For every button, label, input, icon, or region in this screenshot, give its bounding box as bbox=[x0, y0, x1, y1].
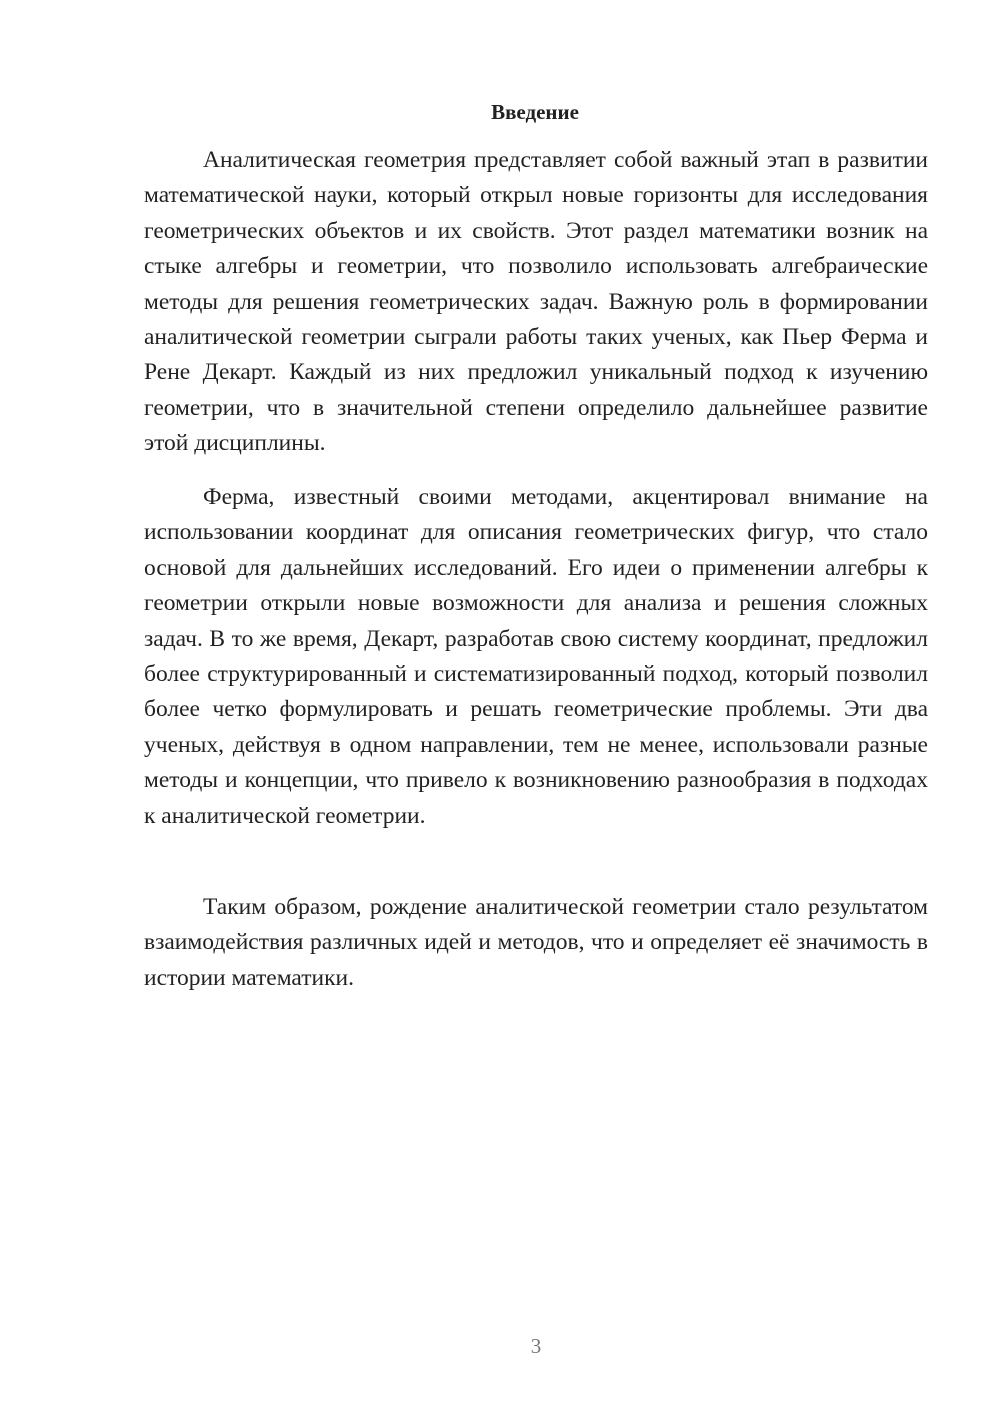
paragraph-intro: Аналитическая геометрия представляет собой важный этап в развитии математической науки, который открыл новые горизонты для исследования геометрических объектов и их свойств. Этот раздел математики возник на стыке алгебры и геометрии, что позволило использовать алгебраические методы для решения геометрических задач. Важную роль в формировании аналитической геометрии сыграли работы таких ученых, как Пьер Ферма и Рене Декарт. Каждый из них предложил уникальный подход к изучению геометрии, что в значительной степени определило дальнейшее развитие этой дисциплины. bbox=[144, 147, 928, 457]
section-title: Введение bbox=[491, 100, 579, 124]
page-number: 3 bbox=[530, 1334, 542, 1358]
paragraph-conclusion: Таким образом, рождение аналитической геометрии стало результатом взаимодействия различных идей и методов, что и определяет её значимость в истории математики. bbox=[144, 894, 928, 991]
paragraph-fermat-descartes: Ферма, известный своими методами, акцентировал внимание на использовании координат для описания геометрических фигур, что стало основой для дальнейших исследований. Его идеи о применении алгебры к геометрии открыли новые возможности для анализа и решения сложных задач. В то же время, Декарт, разработав свою систему координат, предложил более структурированный и систематизированный подход, который позволил более четко формулировать и решать геометрические проблемы. Эти два ученых, действуя в одном направлении, тем не менее, использовали разные методы и концепции, что привело к возникновению разнообразия в подходах к аналитической геометрии. bbox=[144, 484, 928, 829]
